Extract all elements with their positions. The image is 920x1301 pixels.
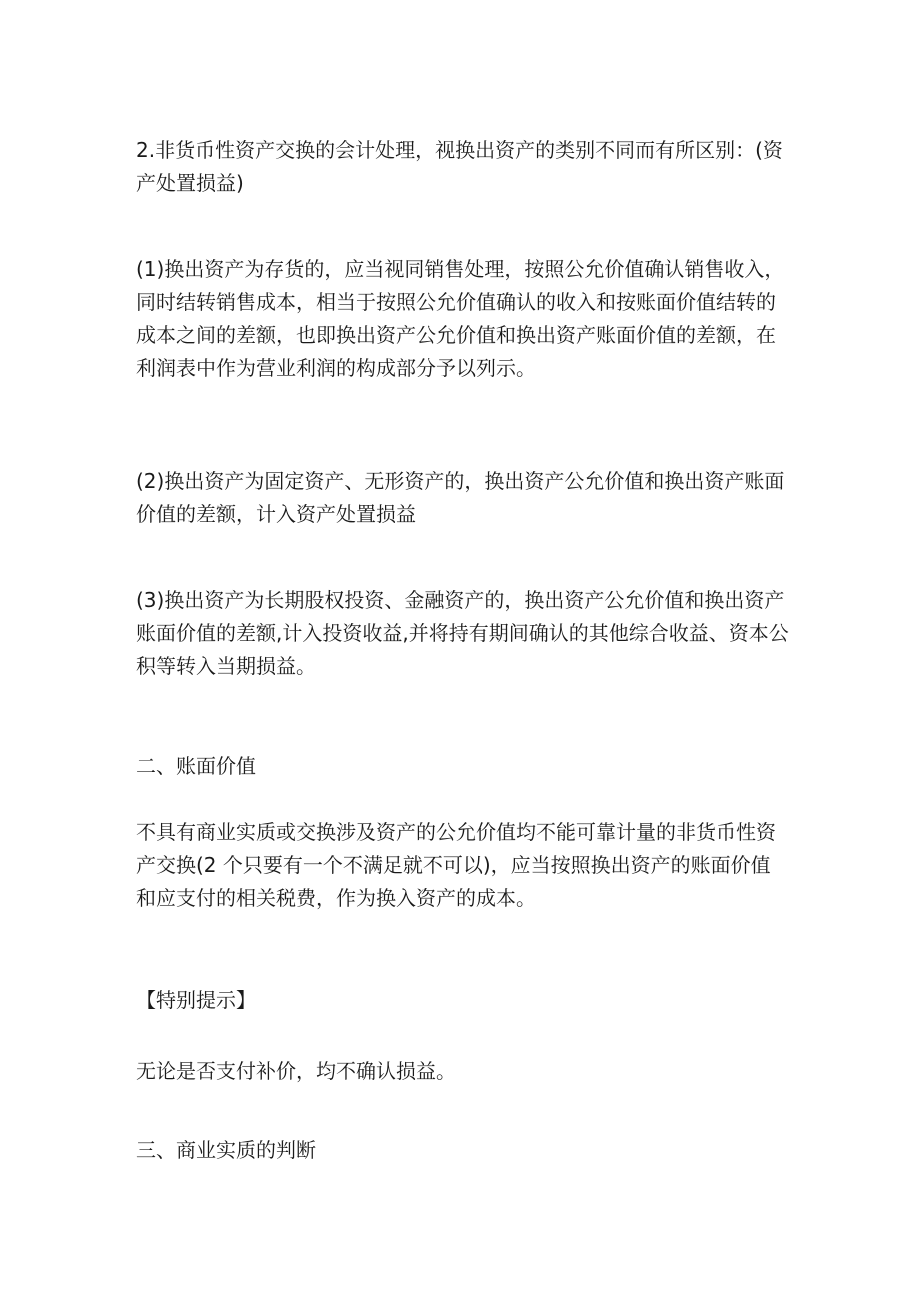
text-line: 价值的差额，计入资产处置损益: [136, 502, 416, 526]
text-line: (3)换出资产为长期股权投资、金融资产的，换出资产公允价值和换出资产: [136, 588, 785, 612]
section-heading-book-value: [136, 750, 790, 783]
text-line: 积等转入当期损益。: [136, 654, 316, 678]
text-line: 产交换(2 个只要有一个不满足就不可以)，应当按照换出资产的账面价值: [136, 853, 771, 877]
text-line: 成本之间的差额，也即换出资产公允价值和换出资产账面价值的差额，在: [136, 323, 776, 347]
text-line: 账面价值的差额,计入投资收益,并将持有期间确认的其他综合收益、资本公: [136, 621, 789, 645]
heading-text: 三、商业实质的判断: [136, 1138, 316, 1162]
text-line: (1)换出资产为存货的，应当视同销售处理，按照公允价值确认销售收入，: [136, 257, 785, 281]
section-heading-commercial-substance: [136, 1134, 790, 1167]
paragraph-item-1-inventory: [136, 253, 790, 385]
paragraph-item-3-equity-investment: [136, 584, 790, 683]
paragraph-asset-exchange-accounting: [136, 134, 790, 200]
text-line: 2.非货币性资产交换的会计处理，视换出资产的类别不同而有所区别：(资: [136, 138, 783, 162]
special-tip-label: [136, 984, 790, 1017]
paragraph-item-2-fixed-assets: [136, 465, 790, 531]
heading-text: 二、账面价值: [136, 754, 256, 778]
paragraph-book-value-rule: [136, 816, 790, 915]
text-line: 不具有商业实质或交换涉及资产的公允价值均不能可靠计量的非货币性资: [136, 820, 776, 844]
text-line: 同时结转销售成本，相当于按照公允价值确认的收入和按账面价值结转的: [136, 290, 776, 314]
special-tip-text: [136, 1055, 790, 1088]
text-line: 利润表中作为营业利润的构成部分予以列示。: [136, 356, 536, 380]
text-line: 和应支付的相关税费，作为换入资产的成本。: [136, 886, 536, 910]
tip-label-text: 【特别提示】: [136, 988, 256, 1012]
text-line: (2)换出资产为固定资产、无形资产的，换出资产公允价值和换出资产账面: [136, 469, 785, 493]
tip-body-text: 无论是否支付补价，均不确认损益。: [136, 1059, 456, 1083]
text-line: 产处置损益): [136, 171, 244, 195]
